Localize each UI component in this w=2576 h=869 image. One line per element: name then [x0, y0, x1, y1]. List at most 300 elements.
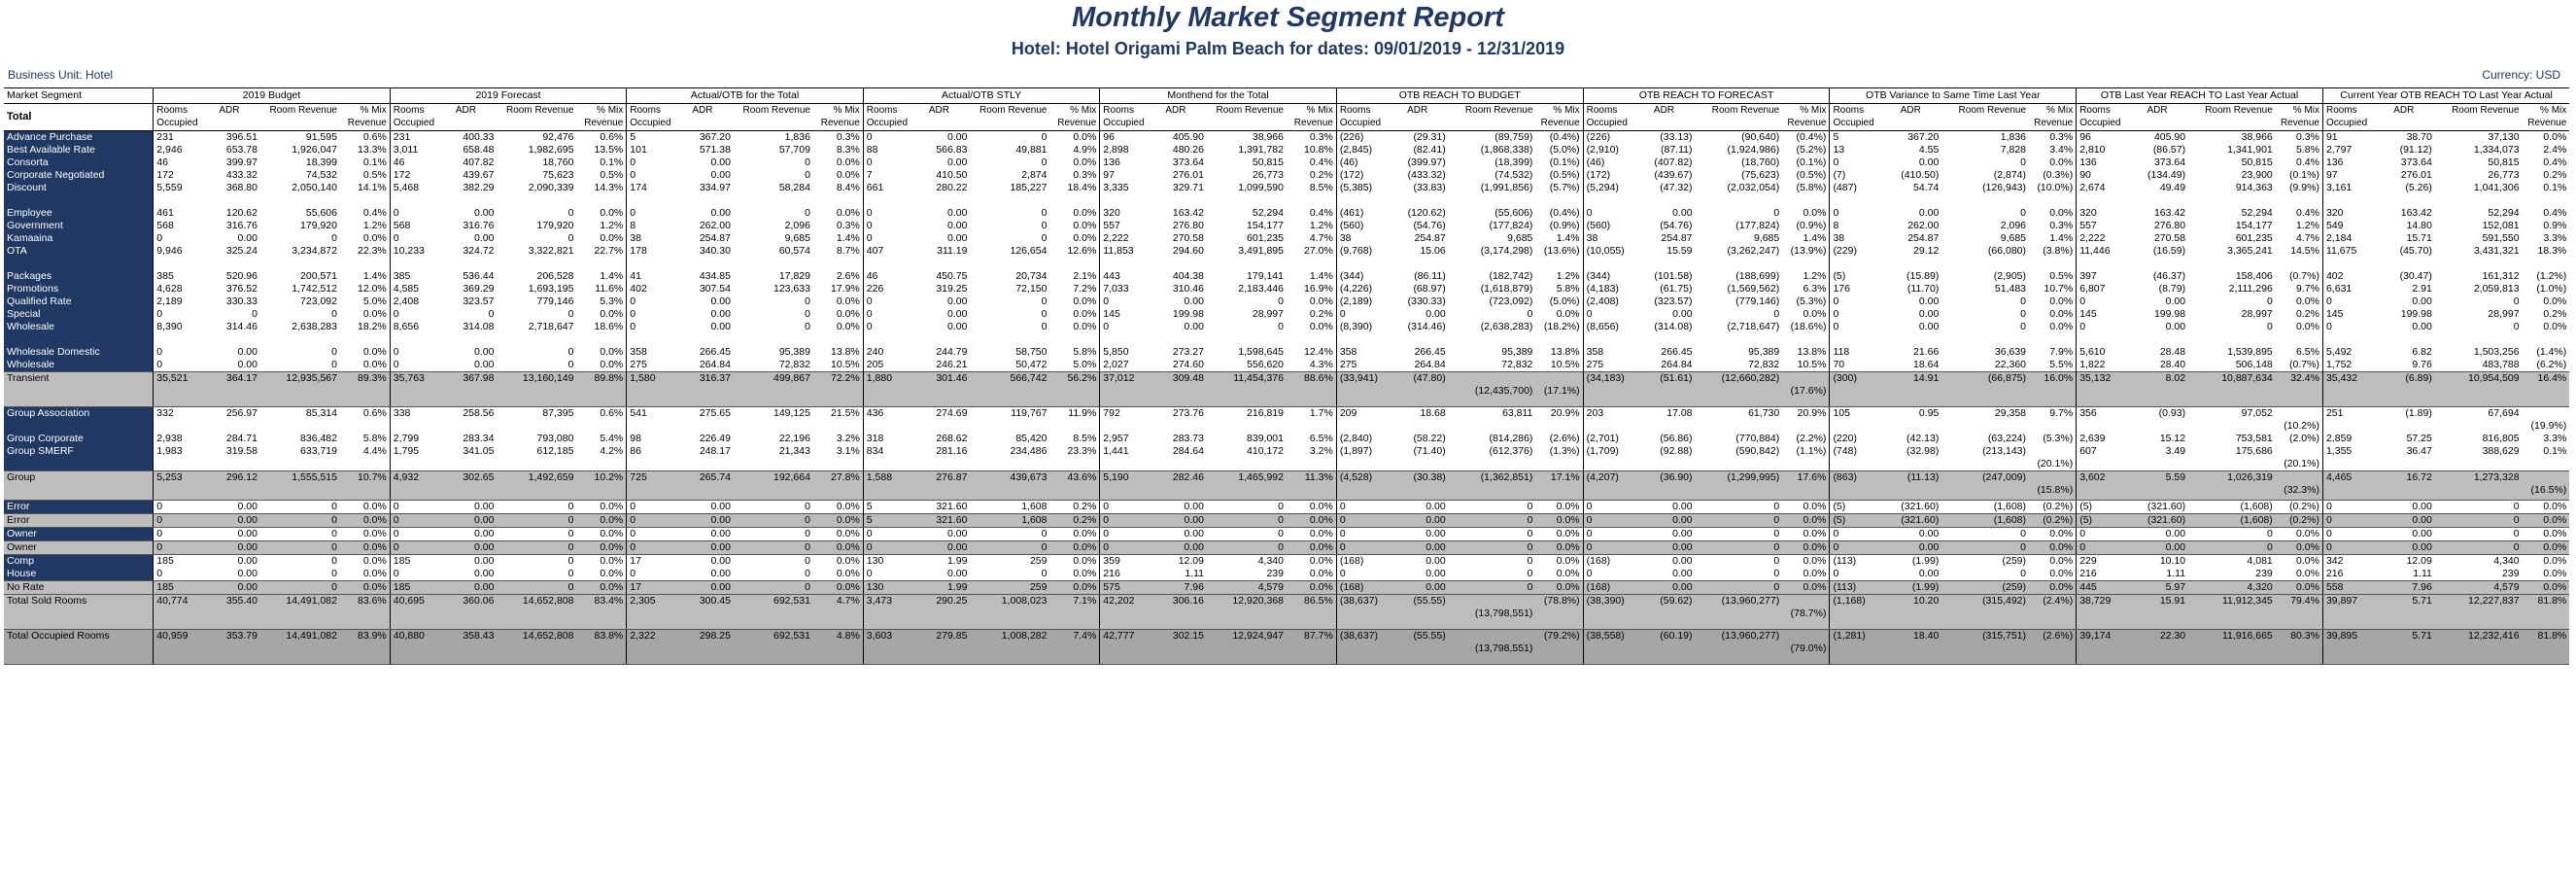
table-cell: (2,874)	[1993, 169, 2027, 181]
table-cell: (113)	[1830, 581, 1879, 595]
table-cell: (344)	[1336, 270, 1386, 283]
table-cell: 0.00	[198, 541, 260, 555]
table-cell: 3.49	[2165, 445, 2186, 457]
table-cell: (45.70)	[2399, 245, 2432, 257]
table-cell: (213,143)	[1982, 445, 2027, 457]
table-cell: 311.19	[937, 245, 968, 257]
table-cell: 246.21	[936, 359, 968, 370]
table-cell: (188,699)	[1735, 270, 1780, 282]
table-cell: 216	[2322, 568, 2372, 581]
table-cell: (30.47)	[2399, 270, 2432, 282]
table-cell: 0	[627, 308, 671, 321]
table-cell: 11,454,376	[1207, 372, 1287, 407]
table-cell: 0.00	[1918, 295, 1940, 307]
table-cell: 95,389	[778, 346, 810, 358]
table-cell: 0	[805, 169, 810, 181]
table-cell: 0.00	[1918, 528, 1940, 539]
table-cell: 405.90	[2153, 131, 2186, 143]
table-cell: 0.4%	[1309, 156, 1333, 168]
table-cell: 4,628	[154, 283, 198, 295]
table-cell: 1,355	[2322, 445, 2372, 471]
table-cell: 1.4%	[362, 270, 387, 282]
table-cell: (113)	[1830, 555, 1879, 569]
table-cell: 0	[2322, 501, 2372, 514]
table-cell: 79.4%	[2276, 595, 2323, 630]
table-cell: 10,233	[390, 245, 434, 270]
table-row	[4, 245, 2569, 270]
currency-label: Currency: USD	[2482, 68, 2560, 82]
table-cell: (5.7%)	[1549, 182, 1580, 193]
table-cell: 83.9%	[340, 630, 390, 665]
table-cell: 1.4%	[600, 270, 624, 282]
table-cell: 0	[331, 501, 337, 512]
table-cell: 262.00	[1907, 220, 1940, 231]
table-cell: (126,943)	[1982, 182, 2027, 193]
table-cell: 229	[2077, 555, 2126, 569]
table-cell: 402	[2322, 270, 2372, 283]
table-cell-line	[1785, 372, 1826, 385]
segment-label: Advance Purchase	[4, 131, 154, 145]
table-cell: (134.49)	[2147, 169, 2186, 181]
table-cell: 445	[2077, 581, 2126, 595]
table-cell: (1,897)	[1336, 445, 1386, 471]
table-cell: 54.74	[1913, 182, 1940, 193]
table-cell: 205	[863, 359, 908, 372]
table-cell-line	[2525, 471, 2567, 484]
table-cell: 1,341,901	[2227, 144, 2273, 156]
table-cell: 407	[863, 245, 908, 270]
table-cell: 23.3%	[1067, 445, 1097, 457]
table-cell: 97,052	[2241, 407, 2273, 419]
table-cell: (1,924,986)	[1727, 144, 1780, 156]
table-row	[4, 182, 2569, 207]
table-cell: 199.98	[1172, 308, 1204, 320]
table-cell: 325.24	[225, 245, 258, 257]
table-cell: 26,773	[1252, 169, 1284, 181]
table-cell: (5)	[1830, 270, 1879, 283]
table-cell: 6,631	[2322, 283, 2372, 295]
table-cell: 105	[1830, 407, 1879, 434]
table-cell: 0.0%	[1309, 528, 1333, 539]
table-cell: 0.00	[710, 568, 731, 579]
table-cell-line: (13,798,551)	[1474, 643, 1533, 654]
table-cell: 38	[1336, 232, 1386, 245]
table-cell: (0.5%)	[1796, 169, 1827, 181]
table-cell-line: (18.2%)	[1543, 321, 1580, 332]
table-cell: 279.85	[908, 630, 970, 665]
table-cell: 1.4%	[1309, 270, 1333, 282]
table-cell: 101	[627, 144, 671, 156]
header-subcolumn: ADR	[908, 104, 970, 131]
table-cell: 0.0%	[2049, 528, 2074, 539]
table-cell: 5,610	[2077, 346, 2126, 359]
table-cell: 0	[567, 346, 574, 358]
table-cell: (68.97)	[1413, 283, 1446, 295]
table-cell: 8,390	[154, 321, 198, 346]
table-cell: 0	[252, 308, 258, 320]
table-cell: 5.5%	[2049, 359, 2074, 370]
table-cell: 0	[1583, 308, 1632, 321]
table-cell: 2,305	[627, 595, 671, 630]
table-cell-line: (13.9%)	[1790, 245, 1827, 257]
table-cell: 0	[1336, 528, 1386, 541]
table-cell: 0.00	[2412, 501, 2432, 512]
table-cell: 0.00	[1425, 501, 1446, 512]
table-cell: (71.40)	[1413, 445, 1446, 457]
table-cell: (36.90)	[1632, 471, 1695, 501]
table-cell: 0.00	[1879, 541, 1941, 555]
table-cell: 0	[154, 568, 198, 581]
table-cell: 83.4%	[576, 595, 626, 630]
table-cell: 21.5%	[831, 407, 860, 419]
table-cell: 2,638,283	[292, 321, 337, 332]
table-cell: 4,340	[1257, 555, 1284, 567]
table-cell: 0.0%	[600, 501, 624, 512]
header-subcolumn: Room Revenue	[1696, 104, 1783, 131]
table-cell: 72,832	[778, 359, 810, 370]
table-cell: 16.9%	[1304, 283, 1333, 295]
table-cell: 259	[1029, 555, 1048, 567]
table-cell: 723,092	[300, 295, 337, 307]
table-cell: 358	[627, 346, 671, 359]
table-cell: 0.00	[474, 346, 495, 358]
table-row	[4, 471, 2569, 501]
table-cell: 239	[2502, 568, 2520, 579]
table-cell: 0.0%	[2049, 555, 2074, 567]
table-cell: 779,146	[536, 295, 574, 307]
table-cell: 358	[1583, 346, 1632, 359]
table-cell: 10.7%	[340, 471, 390, 501]
table-cell: 185	[154, 581, 198, 595]
table-cell: 10.5%	[831, 359, 860, 370]
table-cell: 0.00	[1632, 541, 1695, 555]
table-cell: 0.0%	[1287, 581, 1336, 595]
table-cell: 302.15	[1145, 630, 1207, 665]
table-cell: (55,606)	[1494, 207, 1533, 219]
table-cell: 0.00	[710, 156, 731, 168]
table-cell: 0.00	[1387, 514, 1449, 528]
table-cell: 0	[390, 207, 434, 220]
table-cell: 179,920	[536, 220, 574, 231]
table-cell: (1,608)	[2240, 501, 2273, 512]
table-cell: (2,905)	[1993, 270, 2027, 282]
table-cell: 364.17	[198, 372, 260, 407]
table-cell: 1,334,073	[2473, 144, 2520, 156]
table-cell: 3,011	[390, 144, 434, 156]
table-cell: 0	[154, 528, 198, 541]
header-subcolumn: % Mix Revenue	[813, 104, 863, 131]
table-cell: 4.7%	[2296, 232, 2319, 244]
table-cell: 97	[2322, 169, 2372, 182]
table-cell: 17.6%	[1782, 471, 1830, 501]
table-cell: 0	[2513, 321, 2520, 332]
table-cell: 72,832	[1748, 359, 1780, 370]
table-cell: 404.38	[1172, 270, 1204, 282]
header-subcolumn: ADR	[2126, 104, 2188, 131]
table-cell: 4,932	[390, 471, 434, 501]
table-cell: (2.0%)	[2289, 433, 2319, 444]
table-cell: 358	[1336, 346, 1386, 359]
header-subcolumn: Room Revenue	[2188, 104, 2276, 131]
table-cell-line: (17.1%)	[1543, 385, 1580, 397]
table-cell: 338	[390, 407, 434, 434]
table-cell: 0	[1278, 295, 1284, 307]
segment-label: Packages	[4, 270, 154, 283]
table-cell: 0	[1696, 541, 1783, 555]
table-cell: 2,027	[1100, 359, 1145, 372]
report-title: Monthly Market Segment Report	[1072, 2, 1504, 33]
header-group: OTB Variance to Same Time Last Year	[1830, 88, 2077, 104]
table-cell: 914,363	[2235, 182, 2273, 193]
table-cell: 0	[154, 308, 198, 321]
table-cell: 29,358	[1994, 407, 2027, 419]
table-cell: 557	[1100, 220, 1145, 232]
table-cell: 11.3%	[1287, 471, 1336, 501]
table-cell: 1.2%	[600, 220, 624, 231]
table-cell: 38,966	[1252, 131, 1284, 143]
table-cell: 0	[1583, 514, 1632, 528]
table-cell: 0.00	[671, 514, 734, 528]
table-cell: 0.0%	[2523, 581, 2570, 595]
table-cell: 0	[627, 169, 671, 182]
table-cell: 0.4%	[2543, 207, 2567, 219]
table-cell: 0.0%	[2296, 321, 2319, 332]
table-cell: 10.5%	[1550, 359, 1580, 370]
table-cell: 185	[390, 581, 434, 595]
table-cell: 259	[970, 581, 1049, 595]
table-row	[4, 169, 2569, 182]
table-cell: 0.0%	[1309, 295, 1333, 307]
table-cell: 2,059,813	[2473, 283, 2520, 295]
table-cell: 264.84	[699, 359, 731, 370]
table-cell: (16.59)	[2152, 245, 2186, 257]
table-cell: (1.0%)	[2536, 283, 2567, 295]
table-cell: 40,880	[390, 630, 434, 665]
table-cell: 22.7%	[594, 245, 624, 257]
table-cell: (46.37)	[2152, 270, 2186, 282]
table-cell: 268.62	[936, 433, 968, 444]
table-cell: 0.4%	[2543, 156, 2567, 168]
header-subcolumn: Rooms Occupied	[390, 104, 434, 131]
table-cell: (2,910)	[1583, 144, 1632, 156]
table-cell: 2,096	[784, 220, 810, 231]
table-cell: (91.12)	[2399, 144, 2432, 156]
table-row	[4, 555, 2569, 569]
table-cell: 18.6%	[594, 321, 624, 332]
table-cell: 0.0%	[1803, 528, 1827, 539]
table-cell: (13,960,277)	[1696, 595, 1783, 630]
table-cell: 358.43	[434, 630, 497, 665]
table-cell: 87,395	[542, 407, 574, 419]
segment-label: Consorta	[4, 156, 154, 169]
table-cell: 275	[627, 359, 671, 372]
table-cell: 0.3%	[2049, 220, 2074, 231]
table-cell: (59.62)	[1632, 595, 1695, 630]
table-cell: 0.0%	[836, 295, 860, 307]
table-row	[4, 144, 2569, 156]
table-cell: 96	[2077, 131, 2126, 145]
table-cell: 0	[805, 207, 810, 219]
table-cell: 0.0%	[600, 346, 624, 358]
table-cell: 0.0%	[1309, 321, 1333, 332]
table-cell: (5)	[2077, 501, 2126, 514]
table-cell: 154,177	[1247, 220, 1284, 231]
table-cell: 0	[567, 568, 574, 579]
table-cell: 725	[627, 471, 671, 501]
table-cell: 4.9%	[1073, 144, 1097, 156]
table-cell: 1,441	[1100, 445, 1145, 471]
table-cell: 0.00	[1672, 555, 1693, 567]
table-cell: 0	[260, 514, 340, 528]
table-cell: (92.88)	[1660, 445, 1693, 457]
header-subcolumn: Rooms Occupied	[2322, 104, 2372, 131]
table-cell: 0	[734, 514, 813, 528]
table-cell: 0.6%	[600, 407, 624, 419]
table-cell: 0.00	[1672, 308, 1693, 320]
table-cell: 264.84	[1661, 359, 1693, 370]
table-cell: (399.97)	[1407, 156, 1446, 168]
table-cell: 0.2%	[2543, 308, 2567, 320]
table-cell: 433.32	[225, 169, 258, 181]
table-cell: 0	[1041, 156, 1048, 168]
table-cell: (1,608)	[1993, 501, 2027, 512]
table-cell: 0.4%	[362, 207, 387, 219]
table-cell: 0	[2322, 528, 2372, 541]
table-cell: 67,694	[2488, 407, 2520, 419]
segment-label: Group	[4, 471, 154, 501]
table-cell: 0.0%	[1556, 308, 1580, 320]
table-cell: 136	[2322, 156, 2372, 169]
table-cell: (120.62)	[1407, 207, 1446, 219]
table-cell: 0	[1696, 581, 1783, 595]
table-cell: 178	[627, 245, 671, 270]
header-group: Current Year OTB REACH TO Last Year Actual	[2322, 88, 2569, 104]
table-cell: 0.00	[1184, 528, 1204, 539]
table-cell: 0	[1696, 514, 1783, 528]
table-cell-line: (13,798,551)	[1474, 608, 1533, 619]
table-cell: (1.99)	[1879, 581, 1941, 595]
table-cell: 6.82	[2412, 346, 2432, 358]
table-cell: 51,483	[1994, 283, 2027, 295]
table-cell: 1.2%	[2296, 220, 2319, 231]
table-cell: (5)	[1830, 514, 1879, 528]
table-cell: 4.2%	[600, 445, 624, 457]
table-cell: 0	[390, 501, 434, 514]
table-cell: 18.68	[1420, 407, 1446, 419]
table-cell: 40,695	[390, 595, 434, 630]
table-cell: (0.2%)	[2029, 514, 2077, 528]
table-cell: 0.3%	[836, 131, 860, 143]
table-cell: 321.60	[908, 514, 970, 528]
table-cell: 0	[734, 581, 813, 595]
table-cell: 145	[1100, 308, 1145, 321]
table-cell: 0.5%	[600, 169, 624, 181]
table-cell: 52,294	[1252, 207, 1284, 219]
table-cell: 266.45	[1414, 346, 1446, 358]
table-cell: 0	[1100, 541, 1145, 555]
table-cell: 0.00	[1918, 156, 1940, 168]
table-cell: 10.8%	[1304, 144, 1333, 156]
table-cell: 14.80	[2406, 220, 2432, 231]
table-cell: 273.27	[1172, 346, 1204, 358]
table-cell: 0.00	[710, 295, 731, 307]
table-cell: 0	[1583, 541, 1632, 555]
table-cell: 450.75	[936, 270, 968, 282]
table-cell: 0.0%	[836, 568, 860, 579]
table-cell: 16.0%	[2029, 372, 2077, 407]
table-cell: 1,555,515	[260, 471, 340, 501]
table-cell: (90,640)	[1741, 131, 1780, 143]
table-cell: 216	[2077, 568, 2126, 581]
table-cell: 0	[154, 501, 198, 514]
table-cell: 1,983	[154, 445, 198, 471]
table-row	[4, 445, 2569, 471]
table-cell: 284.64	[1172, 445, 1204, 457]
table-cell: 10.7%	[2044, 283, 2074, 295]
table-cell: 14,652,808	[497, 595, 576, 630]
table-cell: 1.2%	[362, 220, 387, 231]
table-cell: (9.9%)	[2289, 182, 2319, 193]
table-cell: 461	[154, 207, 198, 220]
table-cell: 0	[1830, 156, 1879, 169]
table-cell: 216,819	[1247, 407, 1284, 419]
table-cell: 0	[1207, 541, 1287, 555]
table-cell: 0	[627, 541, 671, 555]
table-cell: 0	[331, 359, 337, 370]
table-cell: (30.38)	[1387, 471, 1449, 501]
table-cell: 18,760	[542, 156, 574, 168]
table-cell: (1.89)	[2405, 407, 2432, 419]
table-cell: 0.0%	[2543, 295, 2567, 307]
table-cell: 0.0%	[2049, 308, 2074, 320]
table-cell: (10,055)	[1583, 245, 1632, 270]
table-cell: 281.16	[936, 445, 968, 457]
segment-label: No Rate	[4, 581, 154, 595]
table-cell: 0	[1941, 541, 2029, 555]
table-cell-line: (32.3%)	[2284, 484, 2319, 496]
table-cell: 1.99	[947, 555, 968, 567]
segment-label: Total Occupied Rooms	[4, 630, 154, 665]
table-cell: 355.40	[198, 595, 260, 630]
table-cell: (177,824)	[1489, 220, 1533, 231]
table-cell: 1.2%	[1803, 270, 1827, 282]
table-row	[4, 630, 2569, 665]
table-cell: 0	[154, 359, 198, 372]
table-cell: (38,637)	[1336, 595, 1386, 630]
table-cell: 0	[1278, 501, 1284, 512]
table-cell: (18,760)	[1741, 156, 1780, 168]
table-cell: 17.08	[1666, 407, 1693, 419]
table-cell: 0.0%	[1073, 207, 1097, 219]
table-cell: 320	[2077, 207, 2126, 220]
table-cell: 0.0%	[1309, 555, 1333, 567]
table-cell: 405.90	[1172, 131, 1204, 143]
table-row	[4, 581, 2569, 595]
header-subcolumn: Rooms Occupied	[627, 104, 671, 131]
table-cell: 0.6%	[362, 407, 387, 419]
table-cell: 52,294	[2488, 207, 2520, 219]
table-cell: 0	[488, 308, 495, 320]
table-cell: (0.9%)	[1796, 220, 1827, 231]
table-cell: 2,189	[154, 295, 198, 308]
table-cell	[2523, 407, 2570, 434]
table-cell: 8.02	[2126, 372, 2188, 407]
table-cell: 2,184	[2322, 232, 2372, 245]
table-cell: 0.00	[710, 321, 731, 332]
table-cell: 1,926,047	[292, 144, 337, 156]
table-cell: 5.0%	[362, 295, 387, 307]
table-cell: 0	[260, 581, 340, 595]
